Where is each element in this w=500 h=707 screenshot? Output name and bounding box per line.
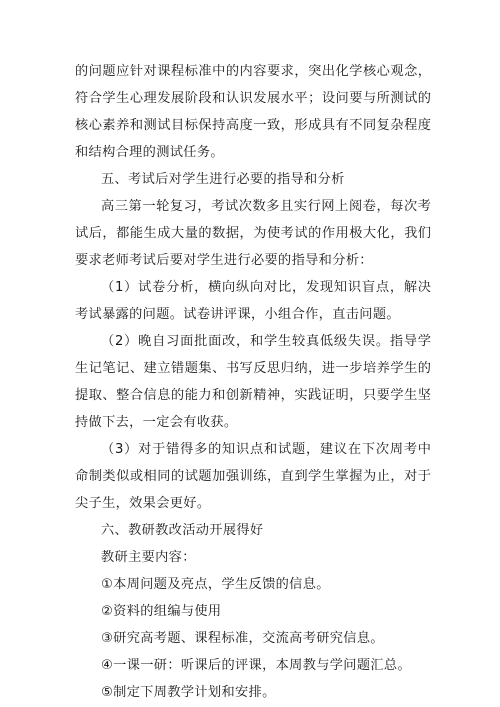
text-line: 教研主要内容：: [101, 550, 196, 565]
text-line: 的问题应针对课程标准中的内容要求，突出化学核心观念，: [75, 64, 431, 79]
list-item: ③研究高考题、课程标准，交流高考研究信息。: [101, 631, 384, 646]
text-line: 符合学生心理发展阶段和认识发展水平；设问要与所测试的: [75, 91, 431, 106]
text-line: 尖子生，效果会更好。: [75, 496, 211, 511]
text-line: 生记笔记、建立错题集、书写反思归纳，进一步培养学生的: [75, 361, 431, 376]
text-line: （3）对于错得多的知识点和试题，建议在下次周考中: [101, 442, 431, 457]
list-item: ①本周问题及亮点，学生反馈的信息。: [101, 577, 330, 592]
text-line: 要求老师考试后要对学生进行必要的指导和分析：: [75, 253, 373, 268]
list-item: ②资料的组编与使用: [101, 604, 222, 619]
section-heading: 五、考试后对学生进行必要的指导和分析: [101, 172, 345, 187]
text-line: 试后，都能生成大量的数据，为使考试的作用极大化，我们: [75, 226, 431, 241]
text-line: 和结构合理的测试任务。: [75, 145, 224, 160]
text-line: 考试暴露的问题。试卷讲评课，小组合作，直击问题。: [75, 307, 400, 322]
text-line: （2）晚自习面批面改，和学生较真低级失误。指导学: [101, 334, 431, 349]
text-line: 高三第一轮复习，考试次数多且实行网上阅卷，每次考: [101, 199, 431, 214]
list-item: ④一课一研：听课后的评课，本周教与学问题汇总。: [101, 658, 411, 673]
text-line: 核心素养和测试目标保持高度一致，形成具有不同复杂程度: [75, 118, 431, 133]
section-heading: 六、教研教改活动开展得好: [101, 523, 264, 538]
text-line: 命制类似或相同的试题加强训练，直到学生掌握为止，对于: [75, 469, 431, 484]
list-item: ⑤制定下周教学计划和安排。: [101, 685, 276, 700]
text-line: 提取、整合信息的能力和创新精神，实践证明，只要学生坚: [75, 388, 431, 403]
text-line: （1）试卷分析，横向纵向对比，发现知识盲点，解决: [101, 280, 431, 295]
text-line: 持做下去，一定会有收获。: [75, 415, 238, 430]
